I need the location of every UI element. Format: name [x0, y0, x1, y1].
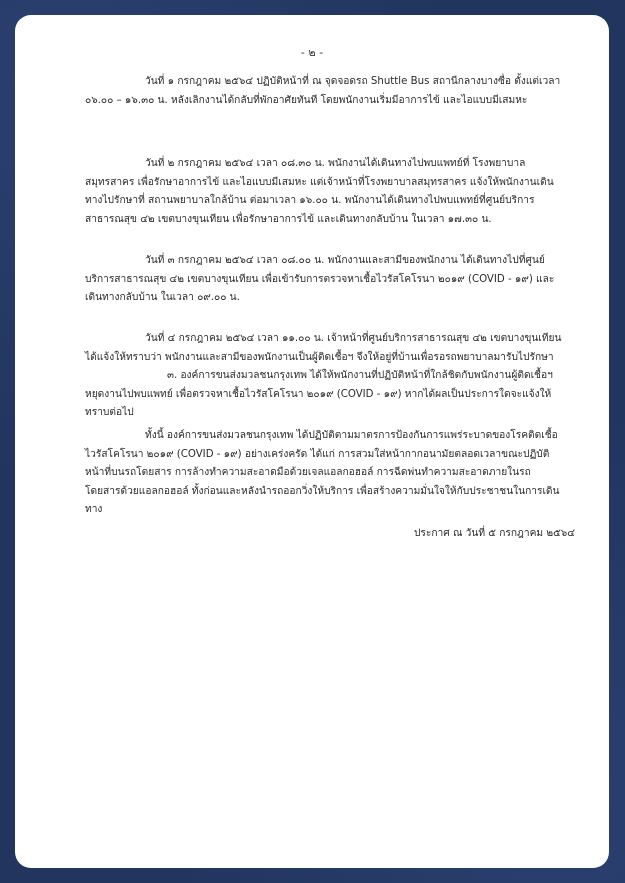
paragraph-july-1: วันที่ ๑ กรกฎาคม ๒๕๖๔ ปฏิบัติหน้าที่ ณ จุดจอดรถ Shuttle Bus สถานีกลางบางซื่อ ตั้งแต่เวลา ๐๖.๐๐ – ๑๖.๓๐ น. หลังเลิกงานได้กลับที่พักอาศัยทันที โดยพนักงานเริ่มมีอาการไข้ และไอแบบมีเสมหะ — [85, 76, 561, 106]
document-page — [15, 15, 609, 868]
paragraph-july-4: วันที่ ๔ กรกฎาคม ๒๕๖๔ เวลา ๑๑.๐๐ น. เจ้าหน้าที่ศูนย์บริการสาธารณสุข ๔๒ เขตบางขุนเทียน ได้แจ้งให้ทราบว่า พนักงานและสามีของพนักงานเป็นผู้ติดเชื้อฯ จึงให้อยู่ที่บ้านเพื่อรอรถพยาบาลมารับไปรักษา — [85, 333, 562, 363]
paragraph-july-2: วันที่ ๒ กรกฎาคม ๒๕๖๔ เวลา ๐๘.๓๐ น. พนักงานได้เดินทางไปพบแพทย์ที่ โรงพยาบาลสมุทรสาคร เพื่อรักษาอาการไข้ และไอแบบมีเสมหะ แต่เจ้าหน้าที่โรงพยาบาลสมุทรสาคร แจ้งให้พนักงานเดินทางไปรักษาที่ สถานพยาบาลใกล้บ้าน ต่อมาเวลา ๑๖.๐๐ น. พนักงานได้เดินทางไปพบแพทย์ที่ศูนย์บริการสาธารณสุข ๔๒ เขตบางขุนเทียน เพื่อรักษาอาการไข้ และเดินทางกลับบ้าน ในเวลา ๑๗.๓๐ น. — [85, 158, 554, 225]
paragraph-july-3: วันที่ ๓ กรกฎาคม ๒๕๖๔ เวลา ๐๘.๐๐ น. พนักงานและสามีของพนักงาน ได้เดินทางไปที่ศูนย์บริการสาธารณสุข ๔๒ เขตบางขุนเทียน เพื่อเข้ารับการตรวจหาเชื้อไวรัสโคโรนา ๒๐๑๙ (COVID - ๑๙) และเดินทางกลับบ้าน ในเวลา ๐๙.๐๐ น. — [85, 255, 555, 303]
paragraph-item-3: ๓. องค์การขนส่งมวลชนกรุงเทพ ได้ให้พนักงานที่ปฏิบัติหน้าที่ใกล้ชิดกับพนักงานผู้ติดเชื้อฯ หยุดงานไปพบแพทย์ เพื่อตรวจหาเชื้อไวรัสโคโรนา ๒๐๑๙ (COVID - ๑๙) หากได้ผลเป็นประการใดจะแจ้งให้ทราบต่อไป — [85, 370, 553, 418]
page-number: - ๒ - — [300, 46, 324, 59]
announcement-date: ประกาศ ณ วันที่ ๕ กรกฎาคม ๒๕๖๔ — [413, 528, 575, 539]
paragraph-conclusion: ทั้งนี้ องค์การขนส่งมวลชนกรุงเทพ ได้ปฏิบัติตามมาตรการป้องกันการแพร่ระบาดของโรคติดเชื้อไวรัสโคโรนา ๒๐๑๙ (COVID - ๑๙) อย่างเคร่งครัด ได้แก่ การสวมใส่หน้ากากอนามัยตลอดเวลาขณะปฏิบัติหน้าที่บนรถโดยสาร การล้างทำความสะอาดมือด้วยเจลแอลกอฮอล์ การฉีดพ่นทำความสะอาดภายในรถโดยสารด้วยแอลกอฮอล์ ทั้งก่อนและหลังนำรถออกวิ่งให้บริการ เพื่อสร้างความมั่นใจให้กับประชาชนในการเดินทาง — [85, 430, 560, 515]
